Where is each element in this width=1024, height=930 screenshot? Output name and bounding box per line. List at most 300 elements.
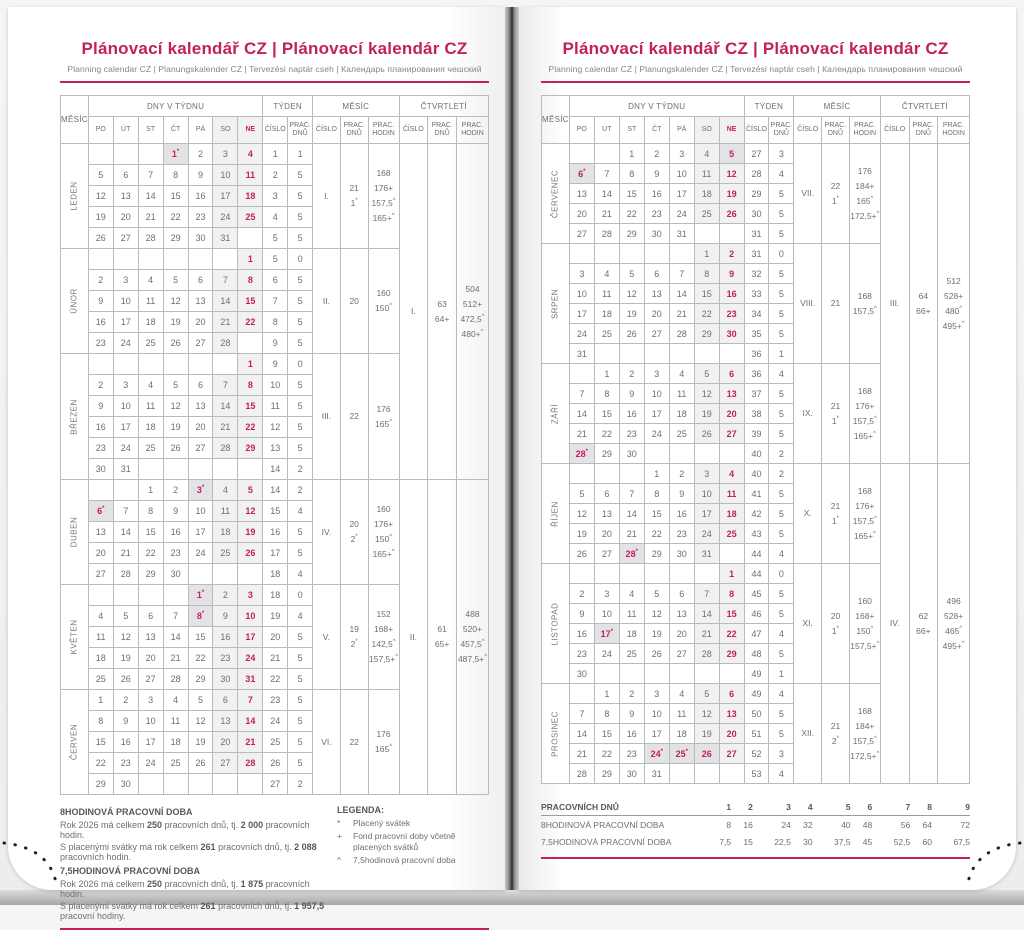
column-header: TÝDEN (263, 96, 313, 117)
day-cell: 5 (113, 606, 138, 627)
week-workdays-cell: 4 (769, 684, 794, 704)
working-time-heading: 8HODINOVÁ PRACOVNÍ DOBA (60, 807, 193, 817)
week-workdays-cell: 4 (288, 606, 313, 627)
empty-day-cell (644, 664, 669, 684)
day-cell: 19 (644, 624, 669, 644)
header-row-columns (542, 117, 970, 144)
quarter-workhours-cell: 488 520+ 457,5^ 487,5+^ (456, 480, 488, 795)
month-workhours-cell: 168 176+ 157,5^ 165+^ (368, 144, 399, 249)
week-workdays-cell: 4 (769, 764, 794, 784)
column-header: TÝDEN (744, 96, 794, 117)
month-number-cell: XI. (794, 564, 822, 684)
day-cell: 7 (113, 501, 138, 522)
day-cell: 30 (669, 544, 694, 564)
day-cell: 15 (594, 404, 619, 424)
day-cell: 6 (113, 165, 138, 186)
legend-title: LEGENDA: (337, 805, 384, 815)
day-cell: 11 (163, 711, 188, 732)
week-workdays-cell: 5 (288, 438, 313, 459)
empty-day-cell (138, 774, 163, 795)
empty-day-cell (569, 464, 594, 484)
day-cell: 17 (238, 627, 263, 648)
day-cell: 23 (213, 648, 238, 669)
day-cell: 22 (188, 648, 213, 669)
day-cell: 7 (594, 164, 619, 184)
day-cell: 17 (644, 724, 669, 744)
day-cell: 21 (619, 524, 644, 544)
empty-day-cell (619, 244, 644, 264)
day-cell: 3 (644, 684, 669, 704)
day-cell: 11 (669, 704, 694, 724)
week-workdays-cell: 4 (288, 564, 313, 585)
month-workhours-cell: 168 157,5^ (849, 244, 880, 364)
day-cell: 18 (88, 648, 113, 669)
day-cell: 2 (619, 364, 644, 384)
day-cell: 12 (619, 284, 644, 304)
week-workdays-cell: 5 (288, 333, 313, 354)
empty-day-cell (88, 480, 113, 501)
month-number-cell: VII. (794, 144, 822, 244)
day-cell: 15 (619, 184, 644, 204)
week-number-cell: 6 (263, 270, 288, 291)
empty-day-cell (619, 664, 644, 684)
week-workdays-cell: 5 (769, 644, 794, 664)
quarter-workdays-cell: 64 66+ (909, 144, 938, 464)
day-cell: 27 (569, 224, 594, 244)
week-number-cell: 19 (263, 606, 288, 627)
day-cell: 19 (113, 648, 138, 669)
column-header: ÚT (113, 117, 138, 144)
day-cell: 11 (719, 484, 744, 504)
workdays-row-label: 7,5HODINOVÁ PRACOVNÍ DOBA (541, 836, 672, 847)
empty-day-cell (138, 144, 163, 165)
day-cell: 6 (138, 606, 163, 627)
day-cell: 25 (669, 424, 694, 444)
day-cell: 10 (138, 711, 163, 732)
empty-day-cell (619, 564, 644, 584)
day-cell: 28 (694, 644, 719, 664)
week-workdays-cell: 5 (288, 753, 313, 774)
day-cell: 11 (669, 384, 694, 404)
empty-day-cell (88, 144, 113, 165)
day-cell: 9 (644, 164, 669, 184)
workdays-value: 56 (900, 819, 911, 830)
day-cell: 17 (644, 404, 669, 424)
workdays-row-label: 8HODINOVÁ PRACOVNÍ DOBA (541, 819, 665, 830)
month-number-cell: XII. (794, 684, 822, 784)
day-cell: 27 (138, 669, 163, 690)
day-cell: 16 (213, 627, 238, 648)
quarter-number-cell: I. (399, 144, 428, 480)
quarter-number-cell: II. (399, 480, 428, 795)
day-cell: 4 (594, 264, 619, 284)
empty-day-cell (569, 144, 594, 164)
month-workdays-cell: 22 1* (822, 144, 850, 244)
column-header: ÚT (594, 117, 619, 144)
legend-text: Fond pracovní doby včetně placených svátků (353, 831, 456, 852)
day-cell: 27 (113, 228, 138, 249)
header-row-groups (542, 96, 970, 117)
day-cell: 22 (88, 753, 113, 774)
empty-day-cell (694, 224, 719, 244)
month-workdays-cell: 22 (340, 690, 368, 795)
column-header: ČÍSLO (880, 117, 909, 144)
day-cell: 29 (594, 764, 619, 784)
empty-day-cell (569, 564, 594, 584)
week-number-cell: 21 (263, 648, 288, 669)
empty-day-cell (644, 244, 669, 264)
day-cell: 7 (569, 384, 594, 404)
day-cell: 10 (238, 606, 263, 627)
day-cell: 3 (569, 264, 594, 284)
day-cell: 18 (719, 504, 744, 524)
week-workdays-cell: 5 (288, 648, 313, 669)
week-row (542, 144, 970, 164)
day-cell: 12 (569, 504, 594, 524)
day-cell: 17 (113, 312, 138, 333)
day-cell: 1 (644, 464, 669, 484)
page-right-content (519, 7, 1016, 890)
week-workdays-cell: 4 (769, 364, 794, 384)
week-workdays-cell: 5 (288, 396, 313, 417)
week-workdays-cell: 5 (288, 627, 313, 648)
empty-day-cell (138, 249, 163, 270)
week-workdays-cell: 2 (769, 464, 794, 484)
legend-text: Placený svátek (353, 818, 411, 828)
day-cell: 8 (238, 375, 263, 396)
week-workdays-cell: 5 (769, 424, 794, 444)
day-cell: 5 (694, 684, 719, 704)
empty-day-cell (669, 664, 694, 684)
day-cell: 13 (669, 604, 694, 624)
week-workdays-cell: 5 (769, 224, 794, 244)
day-cell: 31 (213, 228, 238, 249)
day-cell: 8 (694, 264, 719, 284)
day-cell: 26 (113, 669, 138, 690)
day-cell: 13 (113, 186, 138, 207)
week-workdays-cell: 5 (769, 184, 794, 204)
empty-day-cell (694, 764, 719, 784)
week-number-cell: 5 (263, 228, 288, 249)
week-workdays-cell: 0 (769, 244, 794, 264)
month-number-cell: I. (313, 144, 341, 249)
day-cell: 18 (694, 184, 719, 204)
column-header: PÁ (669, 117, 694, 144)
workdays-header-col: 9 (932, 798, 970, 816)
day-cell: 10 (669, 164, 694, 184)
day-cell: 23 (644, 204, 669, 224)
day-cell: 20 (188, 417, 213, 438)
workdays-value: 16 (743, 819, 753, 830)
day-cell: 3 (669, 144, 694, 164)
day-cell: 7 (163, 606, 188, 627)
workdays-header-col: 7 (872, 798, 910, 816)
day-cell: 12 (644, 604, 669, 624)
workdays-value: 30 (803, 836, 813, 847)
day-cell: 28 (213, 438, 238, 459)
calendar-body (542, 144, 970, 784)
header-row-groups (61, 96, 489, 117)
day-cell: 13 (719, 704, 744, 724)
column-header: MĚSÍC (61, 96, 89, 144)
column-header: MĚSÍC (313, 96, 399, 117)
day-cell: 15 (644, 504, 669, 524)
day-cell: 30 (188, 228, 213, 249)
day-cell: 2 (188, 144, 213, 165)
day-cell: 19 (569, 524, 594, 544)
month-number-cell: IV. (313, 480, 341, 585)
day-cell: 19 (619, 304, 644, 324)
day-cell: 5 (163, 375, 188, 396)
day-cell: 24 (569, 324, 594, 344)
month-number-cell: II. (313, 249, 341, 354)
month-workhours-cell: 168 176+ 157,5^ 165+^ (849, 364, 880, 464)
week-number-cell: 7 (263, 291, 288, 312)
column-header: ČTVRTLETÍ (399, 96, 488, 117)
month-workdays-cell: 21 1* (340, 144, 368, 249)
workdays-header-col: 5 (813, 798, 851, 816)
week-number-cell: 46 (744, 604, 769, 624)
week-number-cell: 51 (744, 724, 769, 744)
week-number-cell: 32 (744, 264, 769, 284)
day-cell: 28 (138, 228, 163, 249)
header-row-columns (61, 117, 489, 144)
week-workdays-cell: 5 (288, 711, 313, 732)
column-header: NE (719, 117, 744, 144)
week-workdays-cell: 5 (288, 312, 313, 333)
column-header: PÁ (188, 117, 213, 144)
week-workdays-cell: 5 (288, 690, 313, 711)
day-cell: 7 (213, 270, 238, 291)
day-cell: 26 (188, 753, 213, 774)
day-cell: 30 (88, 459, 113, 480)
week-workdays-cell: 4 (769, 164, 794, 184)
day-cell: 24 (594, 644, 619, 664)
week-number-cell: 27 (744, 144, 769, 164)
week-number-cell: 3 (263, 186, 288, 207)
day-cell: 3* (188, 480, 213, 501)
column-header: SO (694, 117, 719, 144)
column-header: ST (138, 117, 163, 144)
day-cell: 26 (163, 438, 188, 459)
day-cell: 2 (163, 480, 188, 501)
day-cell: 4 (138, 375, 163, 396)
day-cell: 22 (619, 204, 644, 224)
day-cell: 4 (88, 606, 113, 627)
day-cell: 13 (719, 384, 744, 404)
week-workdays-cell: 5 (288, 375, 313, 396)
empty-day-cell (669, 564, 694, 584)
day-cell: 13 (188, 291, 213, 312)
empty-day-cell (619, 464, 644, 484)
day-cell: 16 (163, 522, 188, 543)
day-cell: 21 (213, 312, 238, 333)
day-cell: 18 (238, 186, 263, 207)
workdays-value: 48 (862, 819, 873, 830)
day-cell: 26 (694, 744, 719, 764)
book-spine (504, 7, 520, 890)
week-number-cell: 31 (744, 224, 769, 244)
empty-day-cell (694, 444, 719, 464)
day-cell: 3 (644, 364, 669, 384)
day-cell: 20 (719, 404, 744, 424)
day-cell: 23 (669, 524, 694, 544)
day-cell: 30 (619, 444, 644, 464)
empty-day-cell (88, 354, 113, 375)
legend-item (337, 831, 489, 852)
empty-day-cell (238, 228, 263, 249)
day-cell: 16 (619, 404, 644, 424)
day-cell: 6 (719, 684, 744, 704)
week-workdays-cell: 5 (769, 264, 794, 284)
column-header: PO (88, 117, 113, 144)
month-workhours-cell: 168 176+ 157,5^ 165+^ (849, 464, 880, 564)
day-cell: 18 (594, 304, 619, 324)
month-label-cell: KVĚTEN (61, 585, 89, 690)
column-header: ČTVRTLETÍ (880, 96, 969, 117)
day-cell: 14 (138, 186, 163, 207)
day-cell: 2 (669, 464, 694, 484)
quarter-number-cell: III. (880, 144, 909, 464)
week-workdays-cell: 5 (288, 207, 313, 228)
day-cell: 28* (619, 544, 644, 564)
day-cell: 8 (644, 484, 669, 504)
month-label-cell: ČERVENEC (542, 144, 570, 244)
column-header: PRAC. DNŮ (428, 117, 457, 144)
day-cell: 26 (88, 228, 113, 249)
day-cell: 30 (163, 564, 188, 585)
day-cell: 25 (163, 753, 188, 774)
empty-day-cell (213, 774, 238, 795)
workdays-value: 22,5 (774, 836, 791, 847)
day-cell: 16 (188, 186, 213, 207)
day-cell: 28* (569, 444, 594, 464)
empty-day-cell (694, 344, 719, 364)
month-label-cell: ÚNOR (61, 249, 89, 354)
empty-day-cell (113, 354, 138, 375)
day-cell: 6 (594, 484, 619, 504)
workdays-header-col: 1 (704, 798, 731, 816)
week-number-cell: 14 (263, 480, 288, 501)
column-header: PRAC. HODIN (849, 117, 880, 144)
day-cell: 29 (719, 644, 744, 664)
day-cell: 22 (138, 543, 163, 564)
day-cell: 8 (88, 711, 113, 732)
day-cell: 4 (694, 144, 719, 164)
column-header: ČT (644, 117, 669, 144)
week-workdays-cell: 5 (769, 384, 794, 404)
day-cell: 13 (644, 284, 669, 304)
month-workdays-cell: 20 1* (822, 564, 850, 684)
empty-day-cell (719, 344, 744, 364)
quarter-workhours-cell: 496 528+ 465^ 495+^ (938, 464, 970, 784)
week-number-cell: 18 (263, 564, 288, 585)
day-cell: 20 (569, 204, 594, 224)
empty-day-cell (238, 333, 263, 354)
day-cell: 6 (719, 364, 744, 384)
workdays-header-col: 2 (731, 798, 753, 816)
column-header: MĚSÍC (542, 96, 570, 144)
month-workhours-cell: 160 150^ (368, 249, 399, 354)
day-cell: 27 (669, 644, 694, 664)
day-cell: 10 (188, 501, 213, 522)
empty-day-cell (569, 364, 594, 384)
month-workdays-cell: 19 2* (340, 585, 368, 690)
day-cell: 2 (88, 375, 113, 396)
day-cell: 15 (238, 291, 263, 312)
week-workdays-cell: 5 (769, 504, 794, 524)
day-cell: 17 (138, 732, 163, 753)
week-number-cell: 8 (263, 312, 288, 333)
column-header: PRAC. DNŮ (288, 117, 313, 144)
day-cell: 30 (619, 764, 644, 784)
day-cell: 29 (188, 669, 213, 690)
day-cell: 8 (594, 704, 619, 724)
day-cell: 15 (694, 284, 719, 304)
day-cell: 19 (188, 732, 213, 753)
day-cell: 21 (113, 543, 138, 564)
day-cell: 26 (238, 543, 263, 564)
day-cell: 17* (594, 624, 619, 644)
working-time-line: Rok 2026 má celkem 250 pracovních dnů, tj. 1 875 pracovních hodin. (60, 878, 310, 899)
month-workhours-cell: 176 165^ (368, 690, 399, 795)
day-cell: 16 (113, 732, 138, 753)
workdays-value: 15 (743, 836, 753, 847)
empty-day-cell (138, 459, 163, 480)
day-cell: 1 (694, 244, 719, 264)
week-row (542, 464, 970, 484)
workdays-header-label: PRACOVNÍCH DNŮ (541, 798, 704, 816)
day-cell: 19 (163, 417, 188, 438)
day-cell: 22 (644, 524, 669, 544)
day-cell: 29 (594, 444, 619, 464)
calendar-header (542, 96, 970, 144)
day-cell: 17 (113, 417, 138, 438)
day-cell: 29 (88, 774, 113, 795)
column-header: ČÍSLO (794, 117, 822, 144)
column-header: ČÍSLO (263, 117, 288, 144)
day-cell: 25 (138, 438, 163, 459)
day-cell: 6* (88, 501, 113, 522)
day-cell: 13 (188, 396, 213, 417)
month-workdays-cell: 21 (822, 244, 850, 364)
day-cell: 2 (569, 584, 594, 604)
empty-day-cell (88, 249, 113, 270)
day-cell: 7 (138, 165, 163, 186)
week-number-cell: 52 (744, 744, 769, 764)
day-cell: 8 (138, 501, 163, 522)
day-cell: 22 (694, 304, 719, 324)
day-cell: 8 (719, 584, 744, 604)
month-label-cell: ČERVEN (61, 690, 89, 795)
day-cell: 26 (644, 644, 669, 664)
day-cell: 8 (238, 270, 263, 291)
day-cell: 13 (569, 184, 594, 204)
day-cell: 7 (213, 375, 238, 396)
week-workdays-cell: 0 (288, 585, 313, 606)
column-header: DNY V TÝDNU (88, 96, 262, 117)
empty-day-cell (694, 664, 719, 684)
workdays-header-col: 3 (753, 798, 791, 816)
day-cell: 8 (619, 164, 644, 184)
day-cell: 7 (694, 584, 719, 604)
day-cell: 23 (88, 438, 113, 459)
quarter-workdays-cell: 62 66+ (909, 464, 938, 784)
day-cell: 26 (163, 333, 188, 354)
day-cell: 24 (113, 333, 138, 354)
day-cell: 27 (188, 438, 213, 459)
week-number-cell: 30 (744, 204, 769, 224)
